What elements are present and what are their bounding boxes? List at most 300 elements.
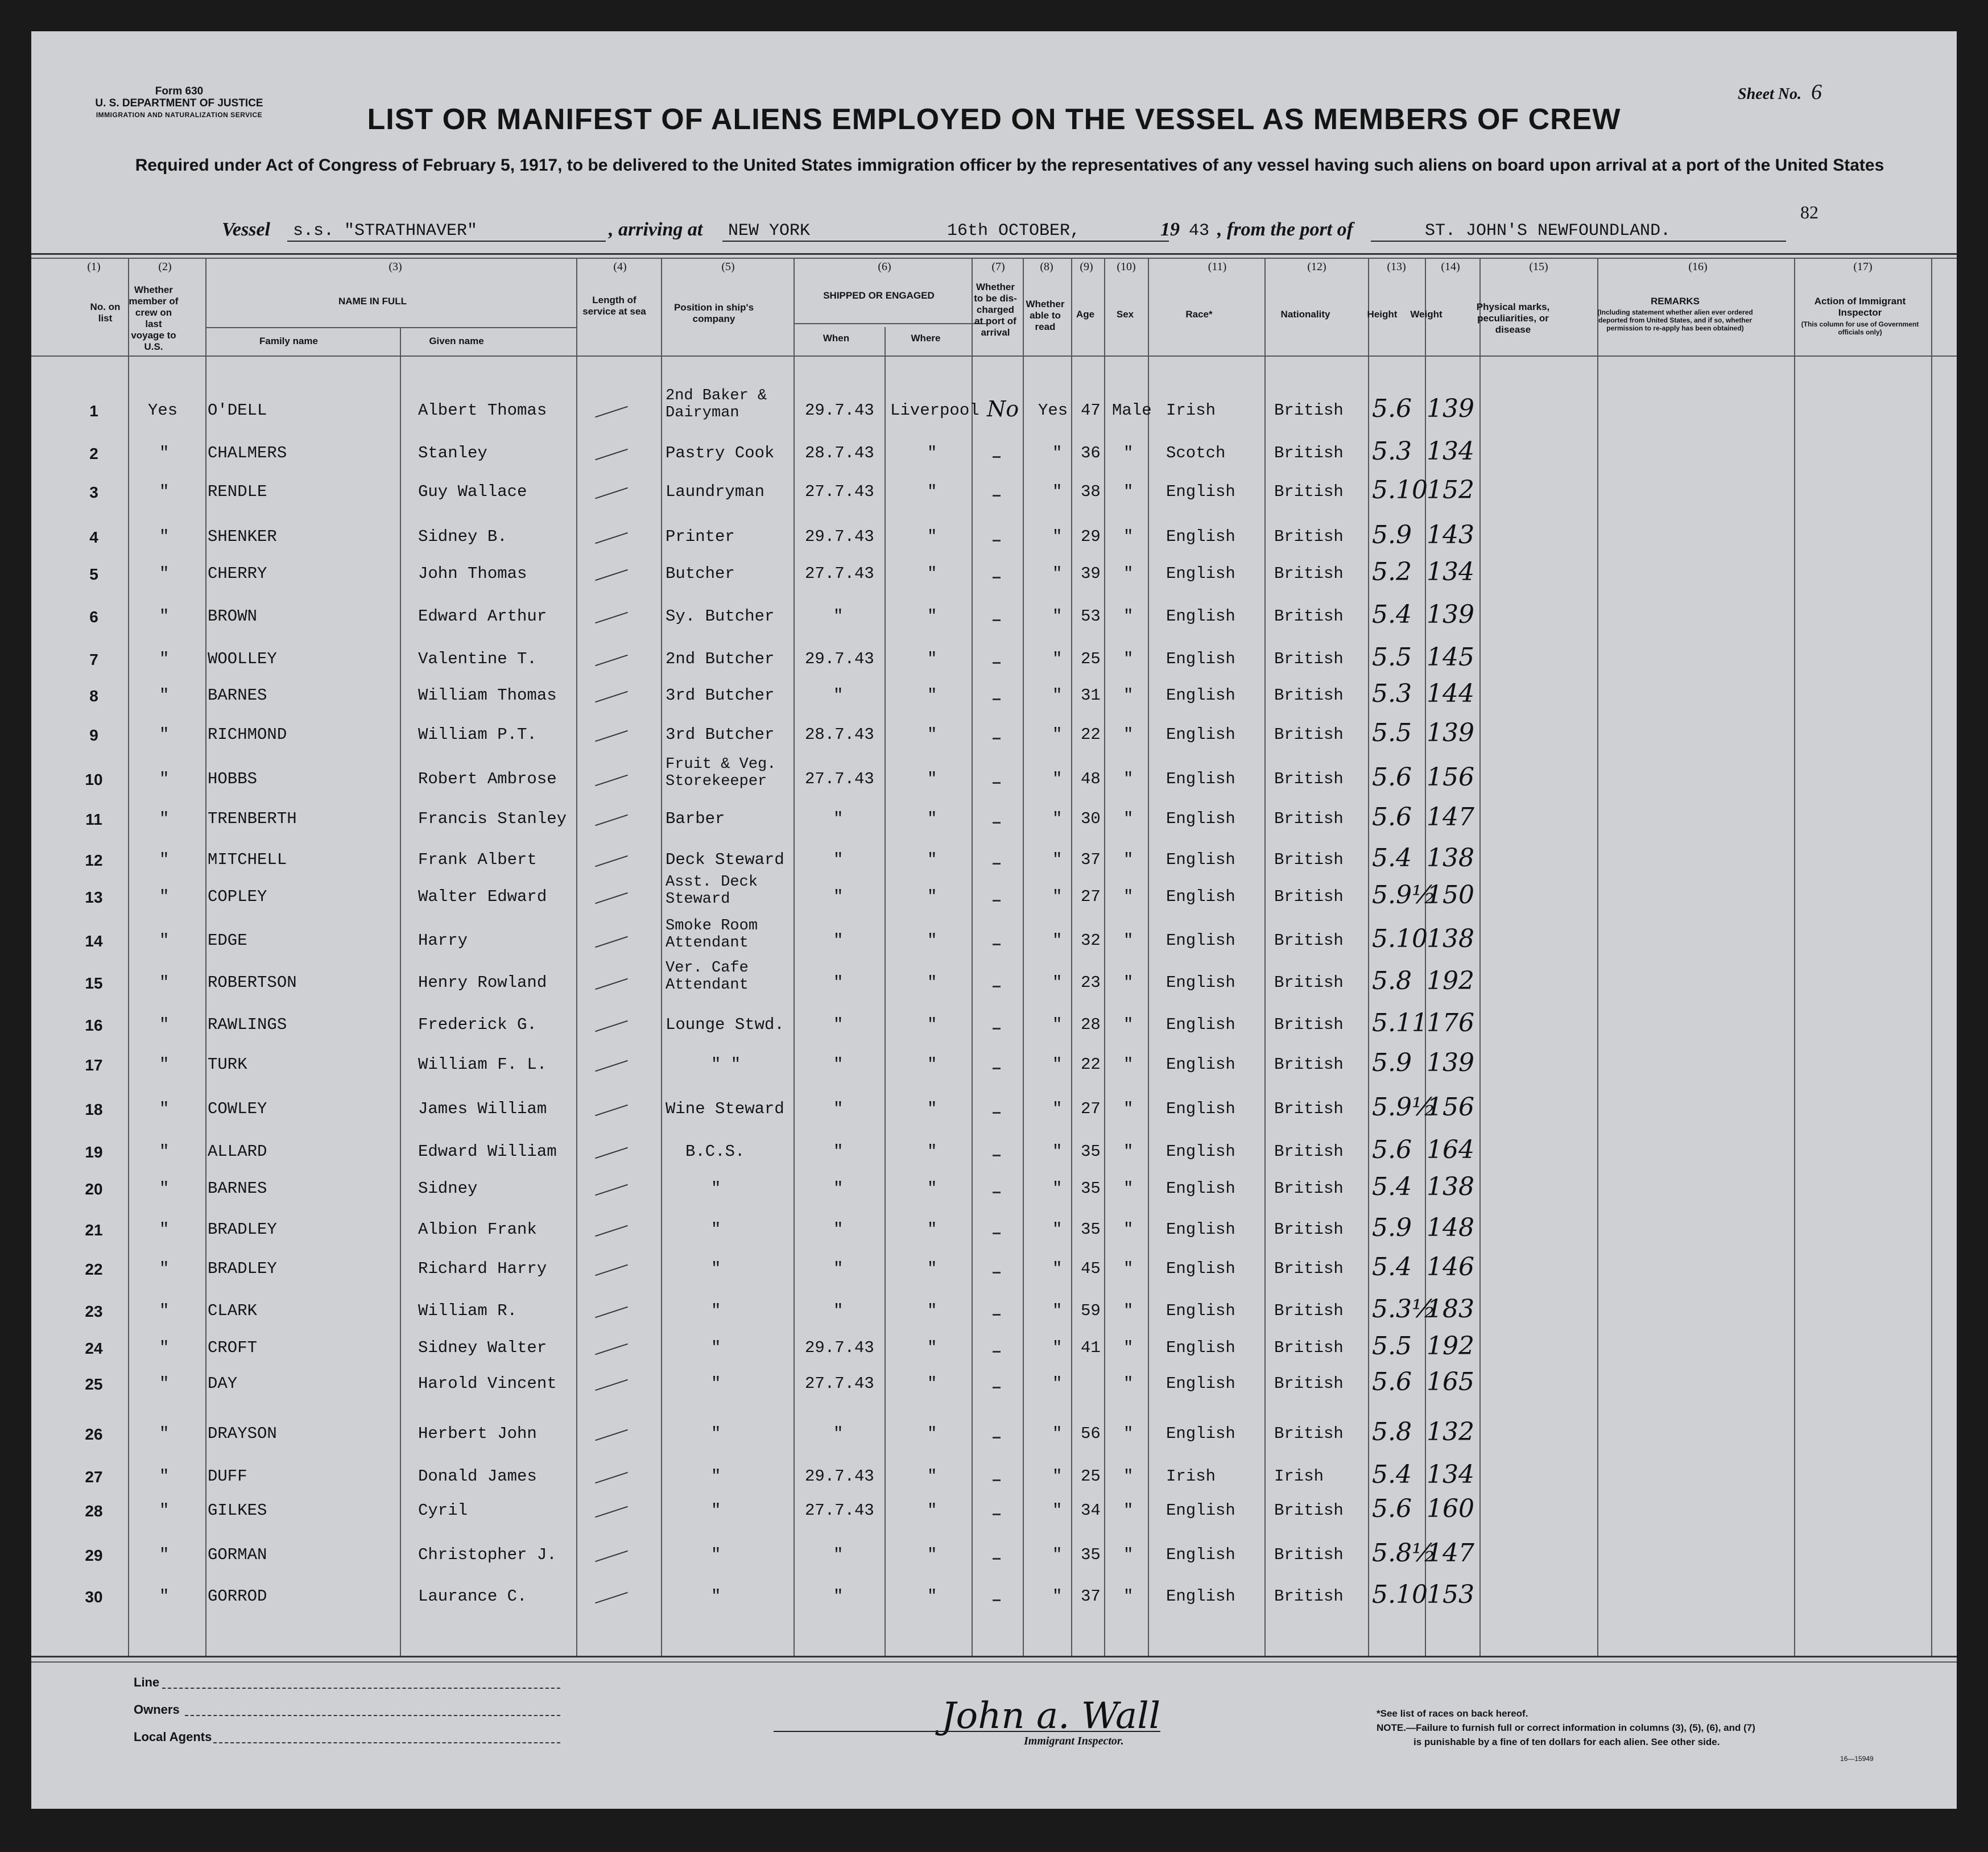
given-name-cell: Francis Stanley bbox=[418, 809, 567, 828]
discharged-dash bbox=[993, 944, 1001, 945]
shipped-when-cell: " bbox=[833, 1545, 844, 1564]
discharged-dash bbox=[993, 1479, 1001, 1481]
member-cell: " bbox=[159, 1374, 170, 1393]
given-name-cell: Sidney B. bbox=[418, 527, 507, 546]
service-tick-mark bbox=[595, 449, 628, 460]
member-cell: " bbox=[159, 1301, 170, 1320]
age-cell: 27 bbox=[1081, 887, 1101, 906]
position-cell: Pastry Cook bbox=[666, 444, 775, 462]
race-cell: English bbox=[1166, 973, 1235, 992]
header-discharged: Whether to be dis-charged at port of arrival bbox=[974, 282, 1017, 338]
column-rule bbox=[1104, 258, 1105, 1656]
race-cell: English bbox=[1166, 809, 1235, 828]
column-rule bbox=[1597, 258, 1598, 1656]
row-number: 20 bbox=[85, 1180, 103, 1198]
column-rule bbox=[661, 258, 662, 1656]
height-cell: 5.5 bbox=[1372, 643, 1412, 672]
member-cell: " bbox=[159, 1338, 170, 1357]
race-cell: English bbox=[1166, 686, 1235, 705]
weight-cell: 176 bbox=[1427, 1008, 1474, 1037]
shipped-when-cell: 28.7.43 bbox=[805, 444, 874, 462]
age-cell: 31 bbox=[1081, 686, 1101, 705]
row-number: 29 bbox=[85, 1547, 103, 1564]
header-remarks: REMARKS bbox=[1651, 296, 1700, 307]
weight-cell: 138 bbox=[1427, 924, 1474, 953]
age-cell: 35 bbox=[1081, 1179, 1101, 1198]
shipped-where-cell: " bbox=[927, 527, 937, 546]
position-cell: Butcher bbox=[666, 564, 735, 583]
sex-cell: " bbox=[1123, 1501, 1134, 1520]
race-cell: English bbox=[1166, 725, 1235, 744]
shipped-when-cell: " bbox=[833, 607, 844, 626]
age-cell: 36 bbox=[1081, 444, 1101, 462]
column-rule bbox=[1023, 258, 1024, 1656]
member-cell: " bbox=[159, 1015, 170, 1034]
family-name-cell: ALLARD bbox=[208, 1142, 267, 1161]
shipped-when-cell: 28.7.43 bbox=[805, 725, 874, 744]
nationality-cell: British bbox=[1274, 482, 1344, 501]
vessel-label: Vessel bbox=[222, 219, 270, 240]
position-cell: 2nd Butcher bbox=[666, 650, 775, 668]
family-name-cell: DUFF bbox=[208, 1467, 247, 1486]
sex-cell: " bbox=[1123, 973, 1134, 992]
age-cell: 39 bbox=[1081, 564, 1101, 583]
nationality-cell: British bbox=[1274, 527, 1344, 546]
shipped-where-cell: " bbox=[927, 973, 937, 992]
column-rule bbox=[400, 327, 401, 1656]
height-cell: 5.5 bbox=[1372, 1332, 1412, 1361]
shipped-when-cell: " bbox=[833, 1179, 844, 1198]
weight-cell: 150 bbox=[1427, 880, 1474, 910]
discharged-dash bbox=[993, 1387, 1001, 1388]
able-to-read-cell: " bbox=[1052, 650, 1063, 668]
row-number: 5 bbox=[89, 565, 98, 583]
given-name-cell: Edward Arthur bbox=[418, 607, 547, 626]
position-cell: " bbox=[711, 1301, 721, 1320]
column-rule bbox=[1368, 258, 1369, 1656]
nationality-cell: British bbox=[1274, 1338, 1344, 1357]
height-cell: 5.4 bbox=[1372, 1172, 1412, 1201]
header-family: Family name bbox=[259, 336, 318, 346]
discharged-cell: No bbox=[987, 396, 1019, 421]
column-rule bbox=[972, 258, 973, 1656]
header-remarks-note: (Including statement whether alien ever ordered deported from United States, and if so, whether permission to re-apply has been obtained) bbox=[1597, 308, 1753, 332]
shipped-where-cell: " bbox=[927, 809, 937, 828]
manifest-sheet bbox=[31, 31, 1957, 1809]
age-cell: 56 bbox=[1081, 1424, 1101, 1443]
position-cell: Smoke Room Attendant bbox=[666, 917, 758, 952]
nationality-cell: British bbox=[1274, 1055, 1344, 1074]
header-physical: Physical marks, peculiarities, or disease bbox=[1476, 301, 1550, 335]
shipped-when-cell: 27.7.43 bbox=[805, 770, 874, 788]
sex-cell: " bbox=[1123, 1467, 1134, 1486]
shipped-where-cell: " bbox=[927, 1424, 937, 1443]
family-name-cell: RICHMOND bbox=[208, 725, 287, 744]
row-number: 26 bbox=[85, 1425, 103, 1443]
family-name-cell: CHALMERS bbox=[208, 444, 287, 462]
row-number: 18 bbox=[85, 1101, 103, 1118]
able-to-read-cell: " bbox=[1052, 809, 1063, 828]
shipped-when-cell: 27.7.43 bbox=[805, 564, 874, 583]
sex-cell: " bbox=[1123, 1099, 1134, 1118]
given-name-cell: Laurance C. bbox=[418, 1587, 527, 1606]
weight-cell: 138 bbox=[1427, 844, 1474, 873]
sex-cell: " bbox=[1123, 1587, 1134, 1606]
sex-cell: " bbox=[1123, 1338, 1134, 1357]
height-cell: 5.9½ bbox=[1372, 1093, 1436, 1122]
given-name-cell: Albion Frank bbox=[418, 1220, 537, 1239]
age-cell: 25 bbox=[1081, 1467, 1101, 1486]
able-to-read-cell: " bbox=[1052, 482, 1063, 501]
shipped-where-cell: " bbox=[927, 686, 937, 705]
member-cell: " bbox=[159, 809, 170, 828]
shipped-when-cell: 29.7.43 bbox=[805, 401, 874, 420]
able-to-read-cell: " bbox=[1052, 1338, 1063, 1357]
able-to-read-cell: " bbox=[1052, 607, 1063, 626]
weight-cell: 156 bbox=[1427, 1093, 1474, 1122]
discharged-dash bbox=[993, 1314, 1001, 1316]
column-number: (1) bbox=[87, 261, 101, 273]
able-to-read-cell: " bbox=[1052, 1142, 1063, 1161]
member-cell: " bbox=[159, 527, 170, 546]
age-cell: 34 bbox=[1081, 1501, 1101, 1520]
given-name-cell: Stanley bbox=[418, 444, 487, 462]
shipped-where-cell: " bbox=[927, 1259, 937, 1278]
service-tick-mark bbox=[595, 978, 628, 990]
column-number: (5) bbox=[721, 261, 735, 273]
service-name: IMMIGRATION AND NATURALIZATION SERVICE bbox=[96, 111, 263, 119]
page-subtitle: Required under Act of Congress of February 5, 1917, to be delivered to the United States immigration officer by the representatives of any vessel having such aliens on board upon arrival at a port of the United States bbox=[135, 156, 1884, 175]
service-tick-mark bbox=[595, 691, 628, 702]
service-tick-mark bbox=[595, 815, 628, 826]
age-cell: 28 bbox=[1081, 1015, 1101, 1034]
given-name-cell: Frederick G. bbox=[418, 1015, 537, 1034]
column-number: (11) bbox=[1208, 261, 1227, 273]
shipped-when-cell: 29.7.43 bbox=[805, 1338, 874, 1357]
discharged-dash bbox=[993, 782, 1001, 784]
weight-cell: 145 bbox=[1427, 643, 1474, 672]
height-cell: 5.3 bbox=[1372, 437, 1412, 466]
service-tick-mark bbox=[595, 1551, 628, 1562]
discharged-dash bbox=[993, 495, 1001, 497]
row-number: 15 bbox=[85, 974, 103, 992]
height-cell: 5.4 bbox=[1372, 1252, 1412, 1281]
age-cell: 25 bbox=[1081, 650, 1101, 668]
service-tick-mark bbox=[595, 1060, 628, 1072]
position-cell: " bbox=[711, 1467, 721, 1486]
row-number: 24 bbox=[85, 1340, 103, 1357]
nationality-cell: British bbox=[1274, 1587, 1344, 1606]
column-number: (15) bbox=[1529, 261, 1548, 273]
shipped-where-cell: " bbox=[927, 887, 937, 906]
member-cell: " bbox=[159, 444, 170, 462]
header-where: Where bbox=[911, 333, 941, 344]
discharged-dash bbox=[993, 540, 1001, 541]
nationality-cell: British bbox=[1274, 1545, 1344, 1564]
shipped-when-cell: " bbox=[833, 1259, 844, 1278]
header-height: Height bbox=[1367, 309, 1398, 320]
header-no: No. on list bbox=[90, 301, 121, 324]
family-name-cell: SHENKER bbox=[208, 527, 277, 546]
column-rule bbox=[793, 258, 795, 1656]
age-cell: 53 bbox=[1081, 607, 1101, 626]
column-rule bbox=[885, 327, 886, 1656]
weight-cell: 139 bbox=[1427, 600, 1474, 629]
service-tick-mark bbox=[595, 775, 628, 786]
position-cell: Barber bbox=[666, 809, 725, 828]
column-number: (3) bbox=[388, 261, 402, 273]
weight-cell: 183 bbox=[1427, 1295, 1474, 1324]
service-tick-mark bbox=[595, 1307, 628, 1318]
discharged-dash bbox=[993, 1068, 1001, 1069]
height-cell: 5.2 bbox=[1372, 557, 1412, 586]
shipped-where-cell: " bbox=[927, 850, 937, 869]
age-cell: 45 bbox=[1081, 1259, 1101, 1278]
race-cell: English bbox=[1166, 1301, 1235, 1320]
from-port: ST. JOHN'S NEWFOUNDLAND. bbox=[1425, 221, 1671, 241]
service-tick-mark bbox=[595, 487, 628, 499]
row-number: 12 bbox=[85, 851, 103, 869]
age-cell: 59 bbox=[1081, 1301, 1101, 1320]
height-cell: 5.5 bbox=[1372, 718, 1412, 747]
weight-cell: 134 bbox=[1427, 557, 1474, 586]
nationality-cell: British bbox=[1274, 1220, 1344, 1239]
given-name-cell: Edward William bbox=[418, 1142, 557, 1161]
shipped-where-cell: " bbox=[927, 1179, 937, 1198]
sex-cell: " bbox=[1123, 850, 1134, 869]
given-name-cell: William Thomas bbox=[418, 686, 557, 705]
race-cell: English bbox=[1166, 770, 1235, 788]
shipped-where-cell: " bbox=[927, 1301, 937, 1320]
row-number: 3 bbox=[89, 483, 98, 501]
height-cell: 5.10 bbox=[1372, 924, 1428, 953]
row-number: 2 bbox=[89, 445, 98, 462]
able-to-read-cell: Yes bbox=[1038, 401, 1068, 420]
nationality-cell: British bbox=[1274, 931, 1344, 950]
position-cell: 3rd Butcher bbox=[666, 686, 775, 705]
age-cell: 38 bbox=[1081, 482, 1101, 501]
given-name-cell: Guy Wallace bbox=[418, 482, 527, 501]
given-name-cell: Walter Edward bbox=[418, 887, 547, 906]
race-cell: English bbox=[1166, 607, 1235, 626]
discharged-dash bbox=[993, 698, 1001, 700]
weight-cell: 148 bbox=[1427, 1213, 1474, 1242]
member-cell: " bbox=[159, 850, 170, 869]
shipped-where-cell: " bbox=[927, 482, 937, 501]
year-prefix: 19 bbox=[1160, 219, 1180, 240]
column-rule bbox=[576, 258, 577, 1656]
shipped-where-cell: " bbox=[927, 1587, 937, 1606]
family-name-cell: GILKES bbox=[208, 1501, 267, 1520]
nationality-cell: British bbox=[1274, 1301, 1344, 1320]
sheet-number-label: Sheet No. bbox=[1738, 85, 1801, 103]
sex-cell: " bbox=[1123, 1220, 1134, 1239]
discharged-dash bbox=[993, 1558, 1001, 1560]
nationality-cell: British bbox=[1274, 973, 1344, 992]
able-to-read-cell: " bbox=[1052, 1587, 1063, 1606]
able-to-read-cell: " bbox=[1052, 1015, 1063, 1034]
sex-cell: Male bbox=[1112, 401, 1152, 420]
sex-cell: " bbox=[1123, 1374, 1134, 1393]
header-when: When bbox=[823, 333, 850, 344]
height-cell: 5.8½ bbox=[1372, 1539, 1436, 1568]
line-label: Line bbox=[134, 1675, 160, 1689]
given-name-cell: James William bbox=[418, 1099, 547, 1118]
race-cell: English bbox=[1166, 850, 1235, 869]
from-port-label: , from the port of bbox=[1217, 219, 1353, 240]
shipped-when-cell: " bbox=[833, 887, 844, 906]
row-number: 19 bbox=[85, 1143, 103, 1161]
shipped-when-cell: " bbox=[833, 809, 844, 828]
given-name-cell: Valentine T. bbox=[418, 650, 537, 668]
family-name-cell: CLARK bbox=[208, 1301, 258, 1320]
vessel-name: s.s. "STRATHNAVER" bbox=[293, 221, 478, 241]
able-to-read-cell: " bbox=[1052, 1301, 1063, 1320]
row-number: 11 bbox=[85, 811, 102, 828]
age-cell: 35 bbox=[1081, 1220, 1101, 1239]
family-name-cell: MITCHELL bbox=[208, 850, 287, 869]
column-rule bbox=[1794, 258, 1795, 1656]
height-cell: 5.9 bbox=[1372, 1048, 1412, 1077]
service-tick-mark bbox=[595, 730, 628, 742]
able-to-read-cell: " bbox=[1052, 1467, 1063, 1486]
able-to-read-cell: " bbox=[1052, 1179, 1063, 1198]
given-name-cell: Richard Harry bbox=[418, 1259, 547, 1278]
row-number: 1 bbox=[89, 402, 98, 420]
shipped-when-cell: 29.7.43 bbox=[805, 650, 874, 668]
race-cell: English bbox=[1166, 1587, 1235, 1606]
given-name-cell: William P.T. bbox=[418, 725, 537, 744]
form-code: 16—15949 bbox=[1840, 1755, 1874, 1763]
shipped-where-cell: " bbox=[927, 1501, 937, 1520]
position-cell: " bbox=[711, 1338, 721, 1357]
given-name-cell: John Thomas bbox=[418, 564, 527, 583]
able-to-read-cell: " bbox=[1052, 1545, 1063, 1564]
weight-cell: 139 bbox=[1427, 718, 1474, 747]
row-number: 9 bbox=[89, 726, 98, 744]
weight-cell: 164 bbox=[1427, 1135, 1474, 1164]
able-to-read-cell: " bbox=[1052, 686, 1063, 705]
service-tick-mark bbox=[595, 612, 628, 623]
arrival-year: 43 bbox=[1189, 221, 1210, 241]
discharged-dash bbox=[993, 1272, 1001, 1274]
header-nationality: Nationality bbox=[1280, 309, 1330, 320]
shipped-when-cell: " bbox=[833, 1015, 844, 1034]
sex-cell: " bbox=[1123, 482, 1134, 501]
shipped-when-cell: 27.7.43 bbox=[805, 1374, 874, 1393]
position-cell: " bbox=[711, 1587, 721, 1606]
weight-cell: 192 bbox=[1427, 1332, 1474, 1361]
age-cell: 35 bbox=[1081, 1142, 1101, 1161]
nationality-cell: British bbox=[1274, 1374, 1344, 1393]
position-cell: " bbox=[711, 1374, 721, 1393]
column-number: (10) bbox=[1117, 261, 1136, 273]
position-cell: Printer bbox=[666, 527, 735, 546]
member-cell: " bbox=[159, 607, 170, 626]
height-cell: 5.6 bbox=[1372, 394, 1412, 423]
able-to-read-cell: " bbox=[1052, 527, 1063, 546]
position-cell: Fruit & Veg. Storekeeper bbox=[666, 756, 776, 790]
nationality-cell: British bbox=[1274, 686, 1344, 705]
sex-cell: " bbox=[1123, 1301, 1134, 1320]
member-cell: " bbox=[159, 1142, 170, 1161]
given-name-cell: Christopher J. bbox=[418, 1545, 557, 1564]
shipped-when-cell: " bbox=[833, 850, 844, 869]
given-name-cell: Albert Thomas bbox=[418, 401, 547, 420]
column-number: (16) bbox=[1688, 261, 1708, 273]
member-cell: " bbox=[159, 1545, 170, 1564]
shipped-where-cell: " bbox=[927, 564, 937, 583]
weight-cell: 153 bbox=[1427, 1580, 1474, 1609]
family-name-cell: TRENBERTH bbox=[208, 809, 297, 828]
position-cell: Wine Steward bbox=[666, 1099, 784, 1118]
shipped-where-cell: " bbox=[927, 1015, 937, 1034]
row-number: 28 bbox=[85, 1502, 103, 1520]
race-cell: English bbox=[1166, 931, 1235, 950]
shipped-when-cell: " bbox=[833, 1587, 844, 1606]
age-cell: 35 bbox=[1081, 1545, 1101, 1564]
member-cell: " bbox=[159, 1179, 170, 1198]
service-tick-mark bbox=[595, 1506, 628, 1518]
department-name: U. S. DEPARTMENT OF JUSTICE bbox=[95, 97, 263, 109]
race-cell: English bbox=[1166, 1259, 1235, 1278]
race-cell: English bbox=[1166, 527, 1235, 546]
sex-cell: " bbox=[1123, 1259, 1134, 1278]
weight-cell: 139 bbox=[1427, 394, 1474, 423]
sex-cell: " bbox=[1123, 607, 1134, 626]
header-shipped: SHIPPED OR ENGAGED bbox=[823, 290, 935, 301]
race-cell: English bbox=[1166, 650, 1235, 668]
header-action-note: (This column for use of Government officials only) bbox=[1801, 320, 1919, 336]
able-to-read-cell: " bbox=[1052, 1055, 1063, 1074]
service-tick-mark bbox=[595, 1592, 628, 1603]
service-tick-mark bbox=[595, 1147, 628, 1159]
header-given: Given name bbox=[429, 336, 484, 346]
discharged-dash bbox=[993, 1112, 1001, 1114]
header-sex: Sex bbox=[1116, 309, 1134, 320]
shipped-where-cell: " bbox=[927, 607, 937, 626]
given-name-cell: Sidney Walter bbox=[418, 1338, 547, 1357]
shipped-where-cell: " bbox=[927, 1374, 937, 1393]
member-cell: " bbox=[159, 1424, 170, 1443]
column-rule bbox=[1071, 258, 1072, 1656]
service-tick-mark bbox=[595, 655, 628, 666]
weight-cell: 143 bbox=[1427, 520, 1474, 549]
race-cell: English bbox=[1166, 482, 1235, 501]
service-tick-mark bbox=[595, 1184, 628, 1196]
position-cell: 2nd Baker & Dairyman bbox=[666, 387, 767, 421]
column-rule bbox=[128, 258, 129, 1656]
member-cell: " bbox=[159, 931, 170, 950]
service-tick-mark bbox=[595, 1020, 628, 1032]
shipped-where-cell: " bbox=[927, 725, 937, 744]
discharged-dash bbox=[993, 1155, 1001, 1156]
able-to-read-cell: " bbox=[1052, 564, 1063, 583]
column-number: (14) bbox=[1441, 261, 1460, 273]
nationality-cell: British bbox=[1274, 564, 1344, 583]
member-cell: " bbox=[159, 1467, 170, 1486]
service-tick-mark bbox=[595, 569, 628, 581]
member-cell: " bbox=[159, 482, 170, 501]
column-rule bbox=[1931, 258, 1932, 1656]
header-action: Action of Immigrant Inspector bbox=[1814, 296, 1906, 318]
weight-cell: 146 bbox=[1427, 1252, 1474, 1281]
shipped-where-cell: " bbox=[927, 1220, 937, 1239]
shipped-where-cell: " bbox=[927, 770, 937, 788]
column-number: (2) bbox=[158, 261, 172, 273]
weight-cell: 160 bbox=[1427, 1494, 1474, 1523]
shipped-where-cell: " bbox=[927, 1467, 937, 1486]
